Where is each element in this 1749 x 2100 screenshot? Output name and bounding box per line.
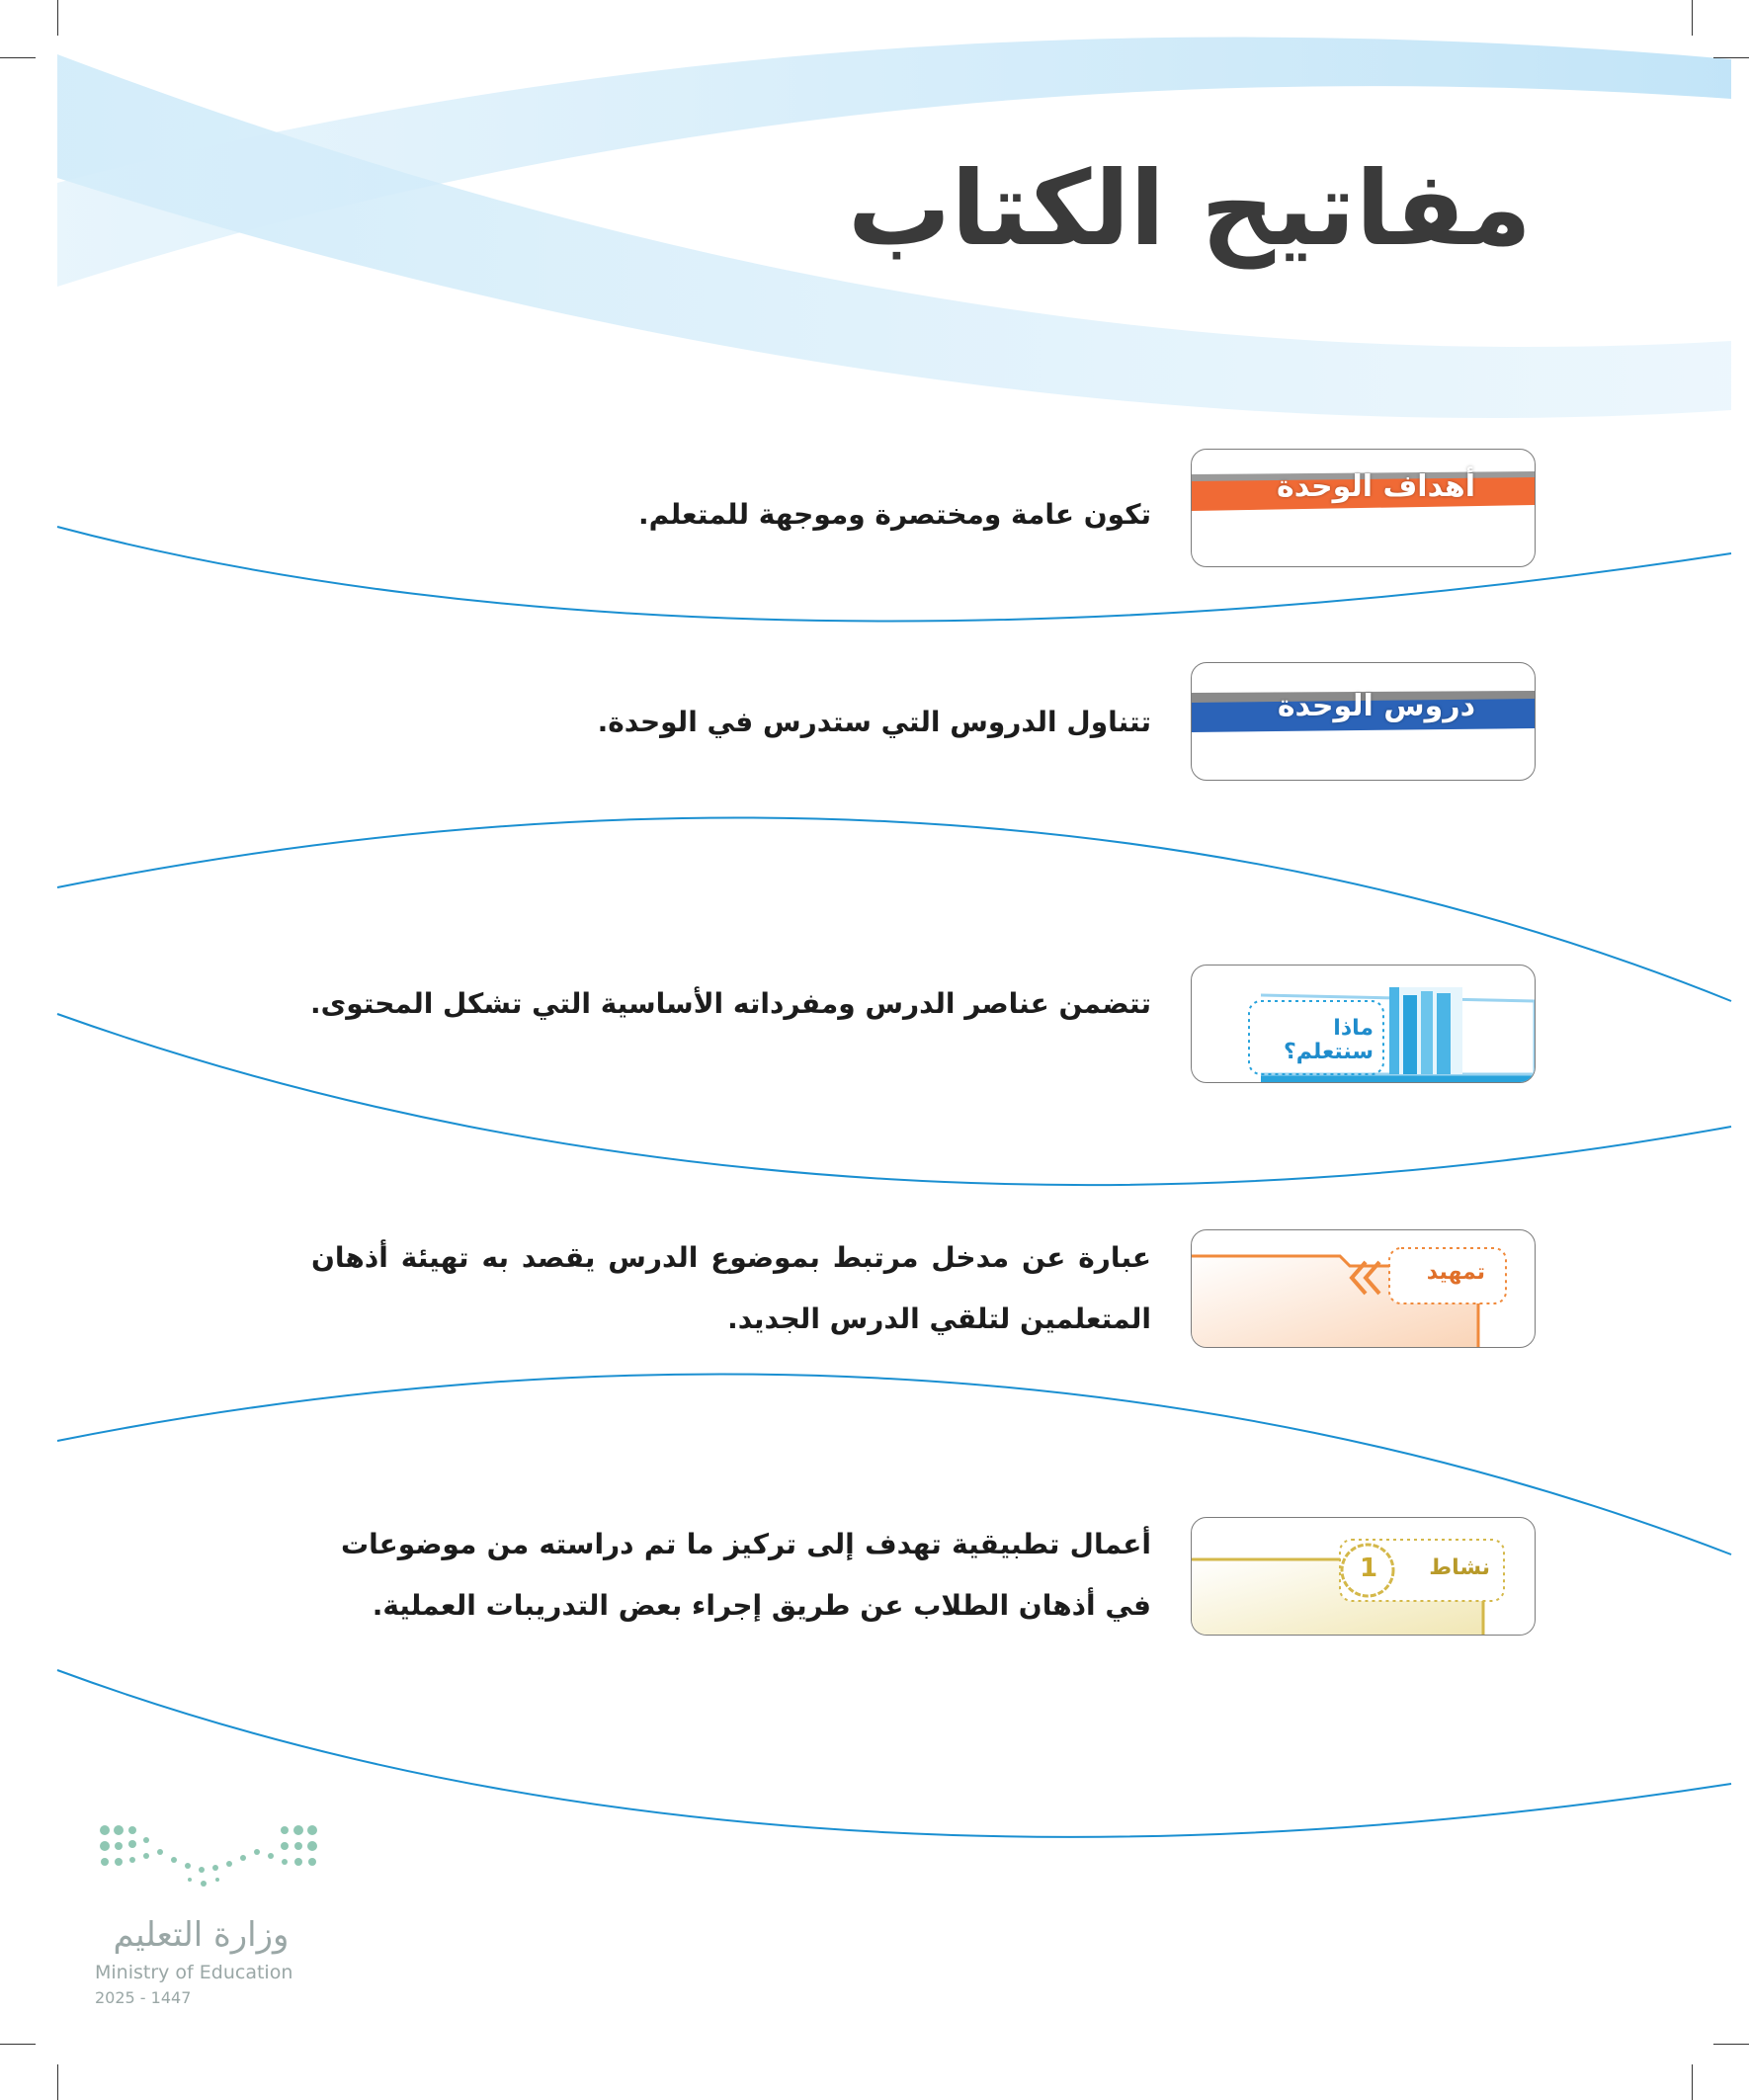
wave-line (57, 1670, 1731, 1837)
ministry-name-arabic: وزارة التعليم (113, 1915, 290, 1955)
crop-mark (0, 2044, 36, 2045)
page-title: مفاتيح الكتاب (847, 148, 1532, 269)
crop-mark (1692, 2064, 1693, 2100)
crop-mark (1692, 0, 1693, 36)
ministry-logo-icon (95, 1818, 322, 1897)
ribbon-graphic (1192, 450, 1535, 566)
unit-lessons-badge (1191, 662, 1536, 781)
badge-label: دروس الوحدة (1277, 689, 1475, 723)
crop-mark (0, 57, 36, 58)
ministry-name-english: Ministry of Education (95, 1962, 293, 1983)
crop-mark (1713, 2044, 1749, 2045)
entry-description: عبارة عن مدخل مرتبط بموضوع الدرس يقصد به تهيئة أذهان المتعلمين لتلقي الدرس الجديد. (311, 1241, 1151, 1335)
unit-objectives-badge (1191, 449, 1536, 567)
badge-label (1284, 1017, 1374, 1064)
introduction-badge (1191, 1229, 1536, 1348)
arrow-graphic (1192, 1230, 1535, 1347)
badge-line-1: ماذا (1333, 1016, 1374, 1041)
badge-label: نشاط (1429, 1555, 1490, 1580)
what-will-we-learn-badge (1191, 965, 1536, 1083)
entry-description: تتضمن عناصر الدرس ومفرداته الأساسية التي تشكل المحتوى. (309, 987, 1151, 1020)
entry-description: أعمال تطبيقية تهدف إلى تركيز ما تم دراسته من موضوعات في أذهان الطلاب عن طريق إجراء بعض التدريبات العملية. (341, 1528, 1151, 1622)
activity-badge (1191, 1517, 1536, 1636)
crop-mark (57, 0, 58, 36)
entry-description: تكون عامة ومختصرة وموجهة للمتعلم. (638, 498, 1151, 531)
crop-mark (57, 2064, 58, 2100)
crop-mark (1713, 57, 1749, 58)
badge-line-2: سنتعلم؟ (1283, 1040, 1374, 1064)
badge-label: أهداف الوحدة (1276, 469, 1475, 504)
badge-label: تمهيد (1426, 1260, 1485, 1285)
activity-number: 1 (1360, 1554, 1378, 1583)
entry-description: تتناول الدروس التي ستدرس في الوحدة. (597, 706, 1151, 738)
edition-year: 2025 - 1447 (95, 1988, 192, 2007)
